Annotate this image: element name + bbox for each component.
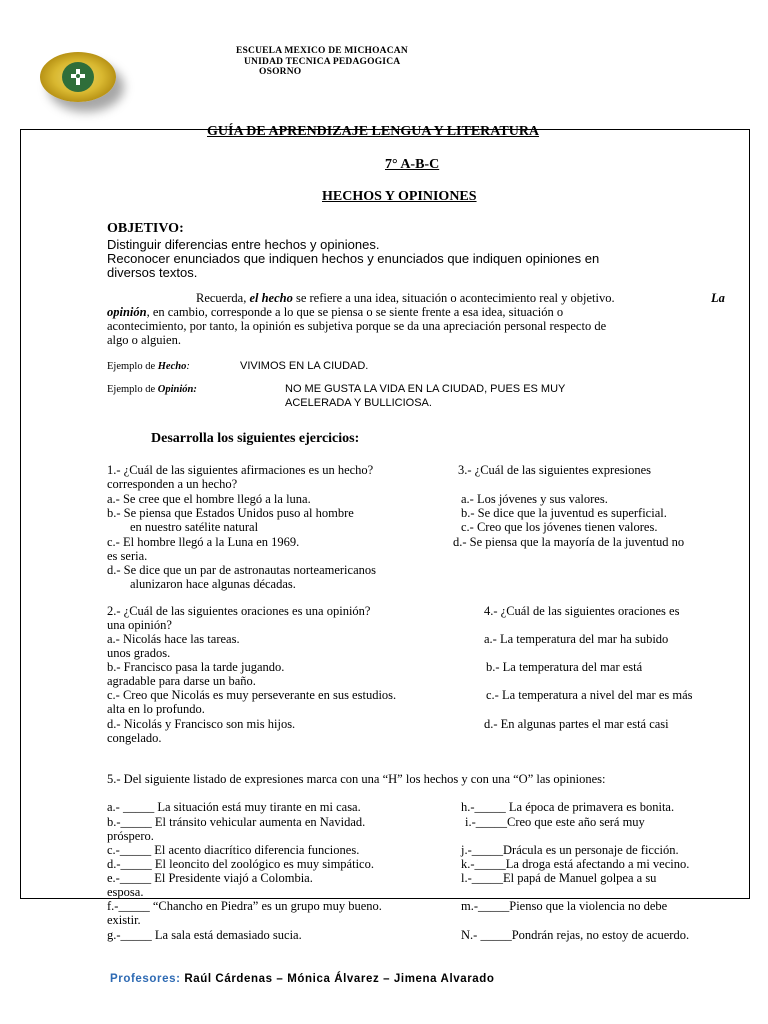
q4-option-c-cont: alta en lo profundo.	[107, 702, 205, 716]
exercises-heading: Desarrolla los siguientes ejercicios:	[151, 431, 360, 446]
objective-line-1: Distinguir diferencias entre hechos y opiniones.	[107, 237, 380, 252]
q4-question: 4.- ¿Cuál de las siguientes oraciones es	[484, 604, 680, 618]
q2-question: 2.- ¿Cuál de las siguientes oraciones es una opinión?	[107, 604, 371, 618]
q2-option-d: d.- Nicolás y Francisco son mis hijos.	[107, 717, 296, 731]
q4-option-c: c.- La temperatura a nivel del mar es más	[486, 688, 693, 702]
worksheet-title: GUÍA DE APRENDIZAJE LENGUA Y LITERATURA	[207, 124, 540, 139]
school-logo-icon	[40, 52, 116, 102]
q5-item-c: c.-_____ El acento diacrítico diferencia funciones.	[107, 843, 360, 857]
q5-item-i-cont: próspero.	[107, 829, 154, 843]
q4-option-d-cont: congelado.	[107, 731, 162, 745]
q4-option-d: d.- En algunas partes el mar está casi	[484, 717, 669, 731]
q4-option-a: a.- La temperatura del mar ha subido	[484, 632, 669, 646]
opinion-example-text-1: NO ME GUSTA LA VIDA EN LA CIUDAD, PUES ES MUY	[285, 383, 566, 395]
q1-option-d-cont: alunizaron hace algunas décadas.	[130, 577, 296, 591]
objective-line-3: diversos textos.	[107, 265, 198, 280]
recall-text: se refiere a una idea, situación o acontecimiento real y objetivo.	[295, 291, 615, 305]
q3-option-b: b.- Se dice que la juventud es superficial.	[461, 506, 667, 520]
q5-instructions: 5.- Del siguiente listado de expresiones marca con una “H” los hechos y con una “O” las opiniones:	[107, 772, 606, 786]
label-colon: :	[186, 361, 190, 372]
q1-option-b: b.- Se piensa que Estados Unidos puso al hombre	[107, 506, 354, 520]
recall-la: La	[711, 291, 725, 305]
q5-item-m: m.-_____Pienso que la violencia no debe	[461, 899, 668, 913]
q1-option-d: d.- Se dice que un par de astronautas norteamericanos	[107, 563, 376, 577]
label-text: Ejemplo de	[107, 361, 156, 372]
q5-item-l-cont: esposa.	[107, 885, 144, 899]
q5-item-a: a.- _____ La situación está muy tirante en mi casa.	[107, 800, 361, 814]
q4-option-b-cont: agradable para darse un baño.	[107, 674, 256, 688]
teachers-names: Raúl Cárdenas – Mónica Álvarez – Jimena Alvarado	[184, 973, 495, 985]
opinion-example-label	[107, 384, 197, 395]
fact-example-text: VIVIMOS EN LA CIUDAD.	[240, 360, 369, 372]
q5-item-h: h.-_____ La época de primavera es bonita.	[461, 800, 675, 814]
recall-line-4: algo o alguien.	[107, 333, 181, 347]
q3-option-d-cont: es seria.	[107, 549, 148, 563]
q5-item-m-cont: existir.	[107, 913, 141, 927]
recall-line-1	[196, 291, 615, 306]
recall-fact-term: el hecho	[249, 291, 293, 305]
q2-option-c: c.- Creo que Nicolás es muy perseverante en sus estudios.	[107, 688, 397, 702]
q3-option-c: c.- Creo que los jóvenes tienen valores.	[461, 520, 658, 534]
teachers-footer	[110, 973, 495, 985]
objective-heading: OBJETIVO:	[107, 221, 184, 236]
recall-text: Recuerda,	[196, 291, 247, 305]
q1-option-b-cont: en nuestro satélite natural	[130, 520, 259, 534]
q5-item-d: d.-_____ El leoncito del zoológico es muy simpático.	[107, 857, 374, 871]
q1-option-a: a.- Se cree que el hombre llegó a la luna.	[107, 492, 311, 506]
q5-item-b: b.-_____ El tránsito vehicular aumenta en Navidad.	[107, 815, 366, 829]
objective-line-2: Reconocer enunciados que indiquen hechos y enunciados que indiquen opiniones en	[107, 251, 600, 266]
fact-example-label	[107, 361, 190, 372]
q5-item-n: N.- _____Pondrán rejas, no estoy de acuerdo.	[461, 928, 690, 942]
school-city: OSORNO	[259, 67, 302, 77]
teachers-label: Profesores:	[110, 973, 181, 985]
school-unit: UNIDAD TECNICA PEDAGOGICA	[244, 57, 401, 67]
q5-item-e: e.-_____ El Presidente viajó a Colombia.	[107, 871, 313, 885]
topic-title: HECHOS Y OPINIONES	[322, 189, 477, 204]
q3-option-a: a.- Los jóvenes y sus valores.	[461, 492, 608, 506]
q1-question: 1.- ¿Cuál de las siguientes afirmaciones es un hecho?	[107, 463, 374, 477]
opinion-example-text-2: ACELERADA Y BULLICIOSA.	[285, 397, 432, 409]
q2-option-b: b.- Francisco pasa la tarde jugando.	[107, 660, 285, 674]
q5-item-j: j.-_____Drácula es un personaje de ficción.	[461, 843, 679, 857]
q1-option-c: c.- El hombre llegó a la Luna en 1969.	[107, 535, 300, 549]
q4-option-b: b.- La temperatura del mar está	[486, 660, 643, 674]
q5-item-f: f.-_____ “Chancho en Piedra” es un grupo muy bueno.	[107, 899, 382, 913]
q3-question: 3.- ¿Cuál de las siguientes expresiones	[458, 463, 652, 477]
recall-line-2	[107, 305, 563, 320]
recall-opinion-term: opinión	[107, 305, 147, 319]
school-seal-icon	[62, 62, 94, 92]
seal-emblem-icon	[70, 68, 86, 86]
label-term: Hecho	[157, 361, 187, 372]
q5-item-g: g.-_____ La sala está demasiado sucia.	[107, 928, 302, 942]
q5-item-l: l.-_____El papá de Manuel golpea a su	[461, 871, 657, 885]
q4-question-cont: una opinión?	[107, 618, 172, 632]
q3-question-cont: corresponden a un hecho?	[107, 477, 238, 491]
q5-item-i: i.-_____Creo que este año será muy	[465, 815, 645, 829]
q5-item-k: k.-_____La droga está afectando a mi vecino.	[461, 857, 690, 871]
recall-opinion-term-start	[711, 291, 725, 306]
q3-option-d: d.- Se piensa que la mayoría de la juventud no	[453, 535, 685, 549]
q4-option-a-cont: unos grados.	[107, 646, 171, 660]
label-colon: :	[193, 384, 197, 395]
recall-line-3: acontecimiento, por tanto, la opinión es subjetiva porque se da una apreciación personal respecto de	[107, 319, 607, 333]
recall-text: , en cambio, corresponde a lo que se piensa o se siente frente a esa idea, situación o	[146, 305, 564, 319]
school-name: ESCUELA MEXICO DE MICHOACAN	[236, 46, 408, 56]
label-term: Opinión	[157, 384, 194, 395]
grade-title: 7° A-B-C	[385, 157, 440, 172]
q2-option-a: a.- Nicolás hace las tareas.	[107, 632, 240, 646]
label-text: Ejemplo de	[107, 384, 156, 395]
